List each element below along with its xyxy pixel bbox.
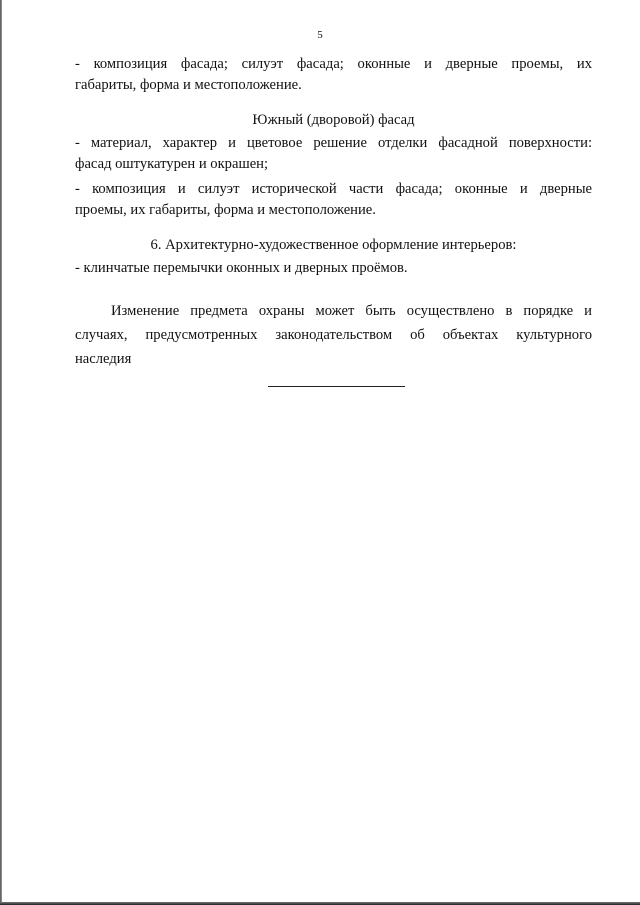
paragraph-5-line-1: Изменение предмета охраны может быть осуществлено в порядке и — [111, 303, 592, 319]
paragraph-1-line-2: габариты, форма и местоположение. — [75, 77, 302, 93]
paragraph-3-line-2: проемы, их габариты, форма и местоположение. — [75, 202, 376, 218]
closing-rule — [268, 386, 405, 387]
heading-south-facade: Южный (дворовой) фасад — [252, 112, 415, 128]
heading-section-6: 6. Архитектурно-художественное оформление интерьеров: — [150, 237, 517, 253]
paragraph-1-line-1: - композиция фасада; силуэт фасада; оконные и дверные проемы, их — [75, 56, 592, 72]
scan-edge-left — [0, 0, 2, 905]
page-number: 5 — [317, 29, 323, 41]
paragraph-5-line-2: случаях, предусмотренных законодательством об объектах культурного — [75, 327, 592, 343]
paragraph-4: - клинчатые перемычки оконных и дверных проёмов. — [75, 260, 408, 276]
paragraph-2-line-2: фасад оштукатурен и окрашен; — [75, 156, 269, 172]
paragraph-3-line-1: - композиция и силуэт исторической части фасада; оконные и дверные — [75, 181, 592, 197]
paragraph-5-line-3: наследия — [75, 351, 132, 367]
paragraph-2-line-1: - материал, характер и цветовое решение отделки фасадной поверхности: — [75, 135, 592, 151]
